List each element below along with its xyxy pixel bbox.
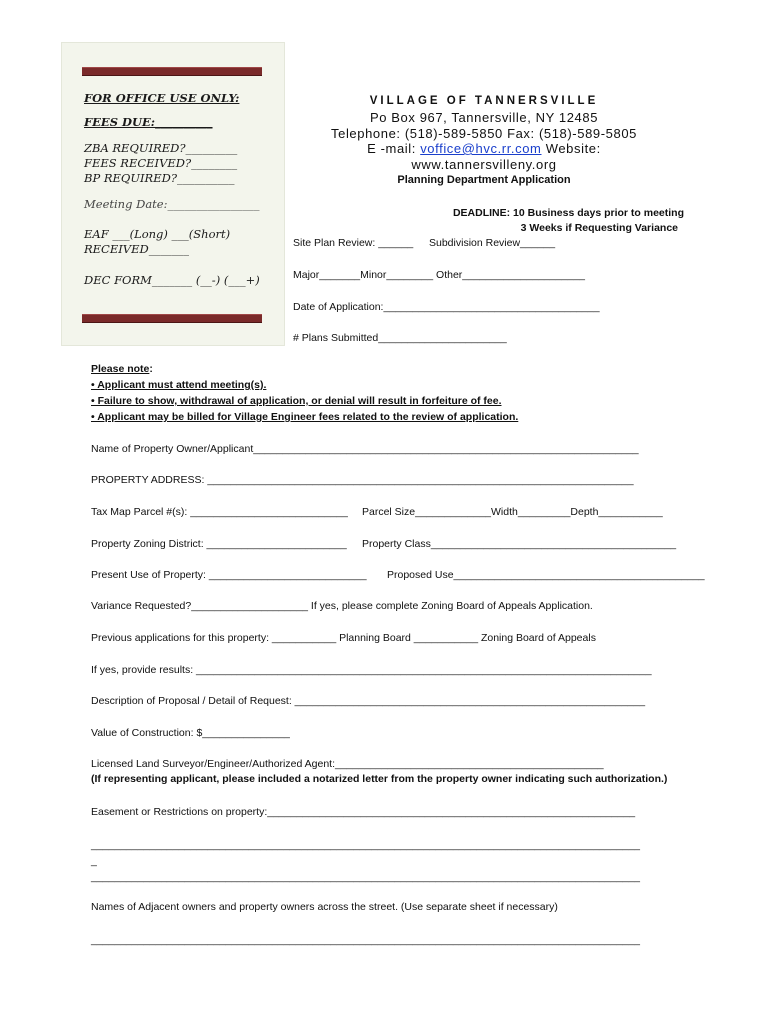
agent-note: (If representing applicant, please included a notarized letter from the property owner indicating such authorization.): [91, 773, 668, 785]
previous-applications-field[interactable]: Previous applications for this property: ___________ Planning Board ___________ Zoning Board of Appeals: [91, 632, 596, 644]
email-link[interactable]: voffice@hvc.rr.com: [420, 141, 542, 156]
village-title: VILLAGE OF TANNERSVILLE: [369, 95, 599, 107]
zba-required-field[interactable]: ZBA REQUIRED?_________: [84, 141, 238, 155]
description-field[interactable]: Description of Proposal / Detail of Request: ____________________________________________________________: [91, 695, 646, 707]
zoning-district-field[interactable]: Property Zoning District: ________________________: [91, 538, 347, 550]
fees-due-field[interactable]: FEES DUE:__________: [84, 115, 213, 129]
easement-field[interactable]: Easement or Restrictions on property:_______________________________________________________________: [91, 806, 636, 818]
meeting-date-field[interactable]: Meeting Date:________________: [84, 197, 260, 211]
email-prefix: E -mail:: [367, 141, 421, 156]
decorative-bar-top: [82, 67, 262, 76]
deadline-line1: DEADLINE: 10 Business days prior to meeting: [452, 207, 684, 219]
notes-heading-colon: :: [149, 363, 153, 375]
present-use-field[interactable]: Present Use of Property: ___________________________: [91, 569, 367, 581]
form-subtitle: Planning Department Application: [397, 174, 571, 186]
note-item-3: • Applicant may be billed for Village Engineer fees related to the review of application.: [91, 411, 519, 423]
notes-heading: [91, 363, 153, 375]
note-item-1: • Applicant must attend meeting(s).: [91, 379, 267, 391]
results-field[interactable]: If yes, provide results: ______________________________________________________________________________: [91, 664, 652, 676]
date-of-application-field[interactable]: Date of Application:_____________________________________: [293, 301, 600, 313]
notes-heading-text: Please note: [91, 363, 150, 375]
plans-submitted-field[interactable]: # Plans Submitted______________________: [293, 332, 507, 344]
adjacent-owners-line[interactable]: ______________________________________________________________________________________________: [91, 934, 640, 946]
website-label: Website:: [541, 141, 601, 156]
village-address: Po Box 967, Tannersville, NY 12485: [369, 110, 599, 125]
construction-value-field[interactable]: Value of Construction: $_______________: [91, 727, 290, 739]
proposed-use-field[interactable]: Proposed Use___________________________________________: [387, 569, 705, 581]
tax-map-field[interactable]: Tax Map Parcel #(s): ___________________________: [91, 506, 348, 518]
adjacent-owners-label: Names of Adjacent owners and property owners across the street. (Use separate sheet if necessary): [91, 901, 558, 913]
subdivision-review-field[interactable]: Subdivision Review______: [429, 237, 556, 249]
village-phones: Telephone: (518)-589-5850 Fax: (518)-589-5805: [331, 126, 637, 141]
easement-line-3[interactable]: ______________________________________________________________________________________________: [91, 871, 640, 883]
bp-required-field[interactable]: BP REQUIRED?__________: [84, 171, 235, 185]
office-heading: FOR OFFICE USE ONLY:: [84, 91, 240, 105]
easement-dash: _: [91, 855, 97, 867]
fees-received-field[interactable]: FEES RECEIVED?________: [84, 156, 238, 170]
decorative-bar-bottom: [82, 314, 262, 323]
property-class-field[interactable]: Property Class__________________________________________: [362, 538, 677, 550]
received-field[interactable]: RECEIVED_______: [84, 242, 189, 256]
agent-field[interactable]: Licensed Land Surveyor/Engineer/Authorized Agent:______________________________________________: [91, 758, 604, 770]
deadline-line2: 3 Weeks if Requesting Variance: [520, 222, 678, 234]
major-minor-other-field[interactable]: Major_______Minor________ Other_____________________: [293, 269, 585, 281]
owner-name-field[interactable]: Name of Property Owner/Applicant__________________________________________________________________: [91, 443, 639, 455]
dec-form-field[interactable]: DEC FORM_______ (__-) (___+): [84, 273, 260, 287]
village-email-line: [300, 141, 668, 156]
eaf-field[interactable]: EAF ___(Long) ___(Short): [84, 227, 231, 241]
parcel-size-field[interactable]: Parcel Size_____________Width_________Depth___________: [362, 506, 663, 518]
office-use-box: [61, 42, 285, 346]
property-address-field[interactable]: PROPERTY ADDRESS: _________________________________________________________________________: [91, 474, 634, 486]
site-plan-review-field[interactable]: Site Plan Review: ______: [293, 237, 414, 249]
note-item-2: • Failure to show, withdrawal of application, or denial will result in forfeiture of fee.: [91, 395, 502, 407]
variance-field[interactable]: Variance Requested?____________________ If yes, please complete Zoning Board of Appeals Application.: [91, 600, 593, 612]
easement-line-2[interactable]: ______________________________________________________________________________________________: [91, 839, 640, 851]
village-website[interactable]: www.tannersvilleny.org: [411, 157, 557, 172]
